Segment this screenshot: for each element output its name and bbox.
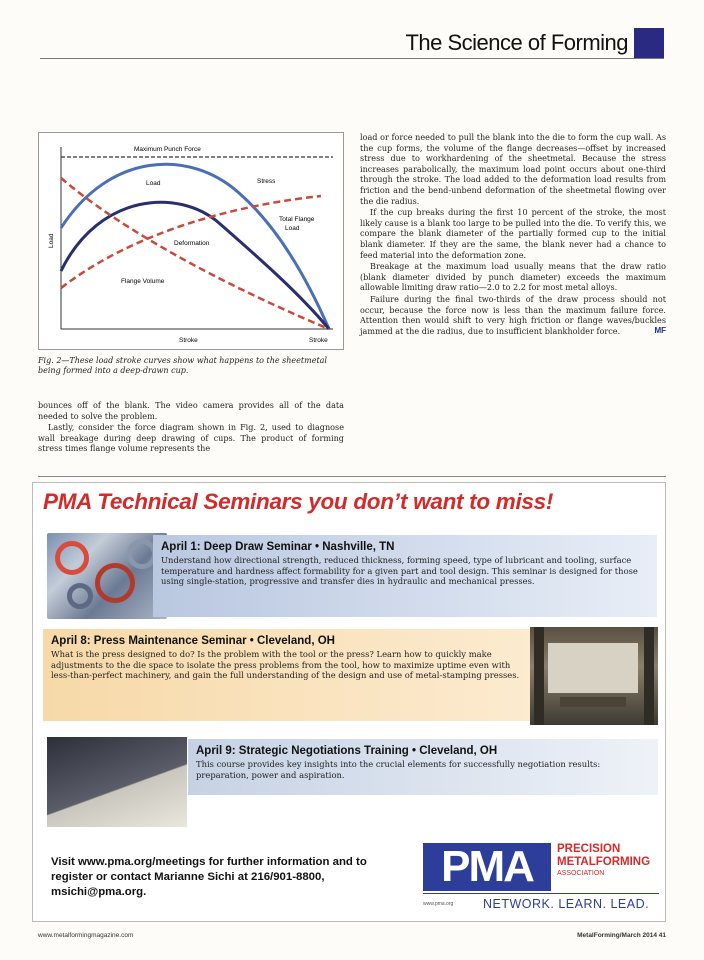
ad-contact-info: Visit www.pma.org/meetings for further information and to register or contact Marianne Sichi at 216/901-8800, msichi@pma.org.	[51, 856, 367, 898]
left-column	[38, 400, 344, 455]
label-max-force: Maximum Punch Force	[134, 146, 201, 153]
label-y-axis: Load	[48, 233, 55, 248]
footer-issue-page: MetalForming/March 2014 41	[577, 932, 666, 939]
left-paragraph-1: bounces off of the blank. The video camera provides all of the data needed to solve the problem.	[38, 400, 344, 421]
section-color-box	[634, 28, 664, 58]
right-paragraph-2: If the cup breaks during the first 10 percent of the stroke, the most likely cause is a blank too large to be pulled into the die. To verify this, we compare the blank diameter of the partially formed cup to the initial blank diameter. If they are the same, the blank never had a chance to feed material into the deformation zone.	[360, 207, 666, 260]
right-column	[360, 132, 666, 337]
right-paragraph-4	[360, 294, 666, 336]
press-machine-image	[530, 627, 658, 725]
seminar-title: April 1: Deep Draw Seminar • Nashville, TN	[161, 541, 395, 553]
logo-tagline: NETWORK. LEARN. LEAD.	[483, 897, 650, 911]
label-stress: Stress	[257, 178, 276, 185]
pma-logo-wordmark	[557, 843, 661, 881]
seminar-title: April 9: Strategic Negotiations Training • Cleveland, OH	[196, 745, 498, 757]
seminar-deep-draw[interactable]	[153, 535, 657, 617]
right-paragraph-1: load or force needed to pull the blank into the die to form the cup wall. As the cup forms, the volume of the flange decreases—offset by increased stress due to workhardening of the sheetmetal. Because the stress increases parabolically, the maximum load point occurs about one-third through the stroke. The load added to the deformation load results from friction and the bend-unbend deformation of the sheetmetal flowing over the die radius.	[360, 132, 666, 206]
right-paragraph-3: Breakage at the maximum load usually means that the draw ratio (blank diameter divided by punch diameter) exceeds the maximum allowable limiting draw ratio—2.0 to 2.2 for most metal alloys.	[360, 261, 666, 293]
seminar-negotiations[interactable]	[188, 739, 658, 795]
label-total-flange-1: Total Flange	[279, 216, 315, 223]
load-stroke-figure	[38, 132, 344, 350]
ad-separator	[38, 476, 666, 477]
pma-logo	[423, 839, 659, 915]
logo-rule	[423, 893, 659, 894]
load-stroke-diagram	[39, 133, 343, 349]
seminar-description: What is the press designed to do? Is the problem with the tool or the press? Learn how to quickly make adjustments to the die space to isolate the press problems from the tool, how to maximize uptime even with less-than-perfect machinery, and gain the full understanding of the design and use of metal-stamping presses.	[51, 649, 520, 681]
left-paragraph-2: Lastly, consider the force diagram shown in Fig. 2, used to diagnose wall breakage during deep drawing of cups. The product of forming stress times flange volume represents the	[38, 422, 344, 454]
logo-line-2: METALFORMING	[557, 855, 651, 868]
logo-line-3: ASSOCIATION	[557, 870, 605, 877]
label-x-end: Stroke	[309, 337, 328, 344]
seminar-press-maintenance[interactable]	[43, 629, 533, 721]
label-x-axis: Stroke	[179, 337, 198, 344]
label-total-flange-2: Load	[285, 225, 300, 232]
page-header	[405, 28, 664, 58]
section-title: The Science of Forming	[405, 30, 628, 55]
seminar-description: This course provides key insights into the crucial elements for successfully negotiation results: preparation, power and aspiration.	[196, 759, 601, 780]
label-flange-volume: Flange Volume	[121, 278, 165, 285]
right-paragraph-4-text: Failure during the final two-thirds of the draw process should not occur, because the force now is less than the maximum failure force. Attention then would shift to very high friction or flange waves/buckles jammed at the die radius, due to insufficient blankholder force.	[360, 293, 666, 336]
logo-line-1: PRECISION	[557, 843, 621, 855]
seminar-title: April 8: Press Maintenance Seminar • Cleveland, OH	[51, 635, 335, 647]
footer-url[interactable]: www.metalformingmagazine.com	[38, 932, 134, 939]
ad-title: PMA Technical Seminars you don’t want to miss!	[43, 489, 554, 514]
deep-draw-image	[47, 533, 167, 619]
negotiation-image	[47, 737, 187, 827]
pma-logo-mark: PMA	[423, 843, 551, 891]
logo-url: www.pma.org	[423, 901, 454, 907]
end-mark: MF	[654, 325, 666, 335]
label-load: Load	[146, 180, 161, 187]
pma-advertisement	[32, 482, 666, 922]
seminar-description: Understand how directional strength, reduced thickness, forming speed, type of lubricant and tooling, surface temperature and hardness affect formability for a given part and tool design. This seminar is designed for those using single-station, progressive and transfer dies in hydraulic and mechanical presses.	[161, 555, 638, 587]
header-rule	[40, 58, 664, 59]
label-deformation: Deformation	[174, 240, 210, 247]
figure-caption: Fig. 2—These load stroke curves show what happens to the sheetmetal being formed into a deep-drawn cup.	[38, 356, 327, 375]
